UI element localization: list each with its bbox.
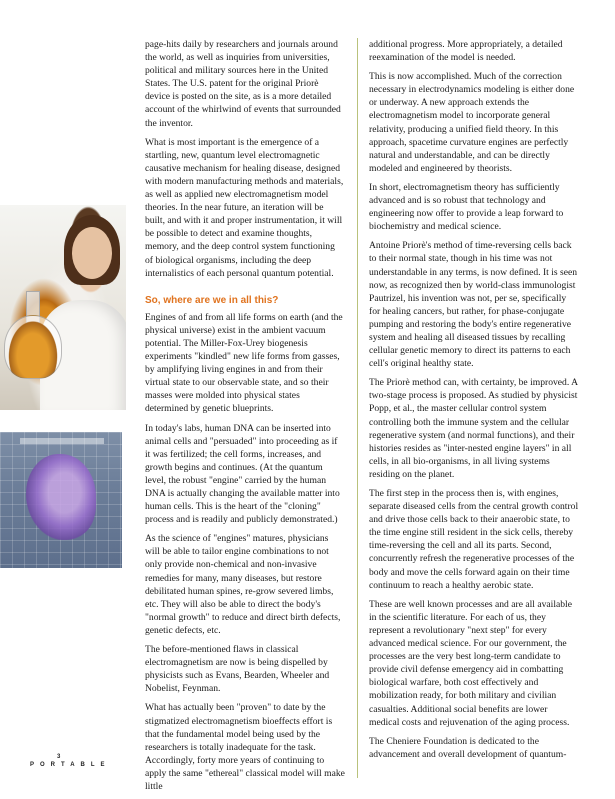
- column-divider: [357, 38, 358, 778]
- scan-header-bar: [20, 438, 104, 444]
- page-folio: [30, 753, 111, 769]
- paragraph: What is most important is the emergence of a startling, new, quantum level electromagnetic causative mechanism for healing disease, designed with modern manufacturing methods and materials, as well as applied new electromagnetism model theories. In the near future, an iteration will be built, and with it and proper instrumentation, it will be possible to detect and examine thoughts, memory, and the deep control system functioning of biological organisms, including the deep internalistics of each personal quantum potential.: [145, 136, 344, 279]
- scan-skull: [26, 454, 96, 540]
- paragraph: This is now accomplished. Much of the correction necessary in electrodynamics modeling is either done or underway. A new approach extends the electromagnetism model to incorporate general relativity, producing a unified field theory. In this approach, spacetime curvature engines are perfectly natural and understandable, and can be directly modeled and engineered by theorists.: [369, 71, 575, 174]
- paragraph: Antoine Priorè's method of time-reversing cells back to their normal state, though in his time was not understandable in any terms, is now defined. It is seen now, as recognized then by world-class immunologist Pautrizel, his invention was not, per se, specifically for healing cancers, but rather, for phase-conjugate pumping and restoring the body's entire regenerative system and healing all diseased tissues by recalling cellular genetic memory to direct its patterns to each cell's original healthy state.: [369, 240, 578, 370]
- paragraph: The Priorè method can, with certainty, be improved. A two-stage process is proposed. As studied by physicist Popp, et al., the master cellular control system controlling both the immune system and the cellular regenerative system (and normal functions), and their histories resides as "inter-nested engine layers" in all cells, in all bio-organisms, in all living systems residing on the planet.: [369, 377, 578, 480]
- paragraph: As the science of "engines" matures, physicians will be able to tailor engine combinations to not only provide non-chemical and non-invasive remedies for many, many diseases, but restore debilitated human spines, re-grow severed limbs, etc. They will also be able to direct the body's "normal growth" to reduce and direct birth defects, genetic defects, etc.: [145, 533, 341, 636]
- magazine-name: PORTABLE: [30, 762, 111, 768]
- paragraph: These are well known processes and are all available in the scientific literature. For each of us, they represent a revolutionary "next step" for every advanced medical science. For our government, the processes are the very best long-term candidate to provide civil defense emergency aid in combatting biological warfare, both cost effectively and mobilization ready, for both military and civilian casualties. Additional social benefits are lower medical costs and rejuvenation of the aging process.: [369, 598, 572, 728]
- paragraph: The before-mentioned flaws in classical electromagnetism are now is being dispelled by physicists such as Evans, Bearden, Wheeler and Nobelist, Feynman.: [145, 644, 330, 695]
- section-subhead: So, where are we in all this?: [145, 294, 279, 306]
- paragraph: What has actually been "proven" to date by the stigmatized electromagnetism bioeffects effort is that the fundamental model being used by the researchers is totally inadequate for the task. Accordingly, forty more years of continuing to apply the same "ethereal" classical model will make little: [145, 702, 345, 792]
- article-column-left: [145, 38, 345, 799]
- photo-face: [72, 227, 112, 279]
- skull-scan-image: [0, 432, 122, 568]
- paragraph: The first step in the process then is, with engines, separate diseased cells from the central growth control and drive those cells back to their anaerobic state, to the time engine still resident in the sick cells, thereby time-reversing the cell and all its parts. Second, concurrently refresh the regenerative processes of the body and move the cells forward again on their time continuum to reach a healthy aerobic state.: [369, 488, 579, 591]
- paragraph: The Cheniere Foundation is dedicated to the advancement and overall development of quantum-: [369, 735, 567, 760]
- article-column-right: [369, 38, 579, 767]
- paragraph: page-hits daily by researchers and journals around the world, as well as inquiries from universities, political and military sources here in the United States. The U.S. patent for the original Priorè device is posted on the site, as is a more detailed account of the whirlwind of events that surrounded the inventor.: [145, 39, 341, 129]
- scientist-photo: [0, 205, 126, 410]
- page-number: 3: [57, 754, 61, 760]
- paragraph: In short, electromagnetism theory has sufficiently advanced and is so robust that technology and engineering now offer to provide a leap forward to biochemistry and medical science.: [369, 181, 564, 233]
- paragraph: In today's labs, human DNA can be inserted into animal cells and "persuaded" into proceeding as if it was fertilized; the cell forms, increases, and growth begins and continues. (At the quantum level, the robust "engine" carried by the human DNA is actually changing the available matter into human cells. This is the heart of the "cloning" process and is readily and publicly demonstrated.): [145, 422, 340, 526]
- paragraph: additional progress. More appropriately, a detailed reexamination of the model is needed.: [369, 39, 563, 64]
- photo-flask: [4, 315, 62, 379]
- paragraph: Engines of and from all life forms on earth (and the physical universe) exist in the ambient vacuum potential. The Miller-Fox-Urey biogenesis experiments "kindled" new life forms from gasses, by amplifying living engines in and from their virtual state to our observable state, and so their masses were molded into physical states determined by genetic blueprints.: [145, 311, 343, 415]
